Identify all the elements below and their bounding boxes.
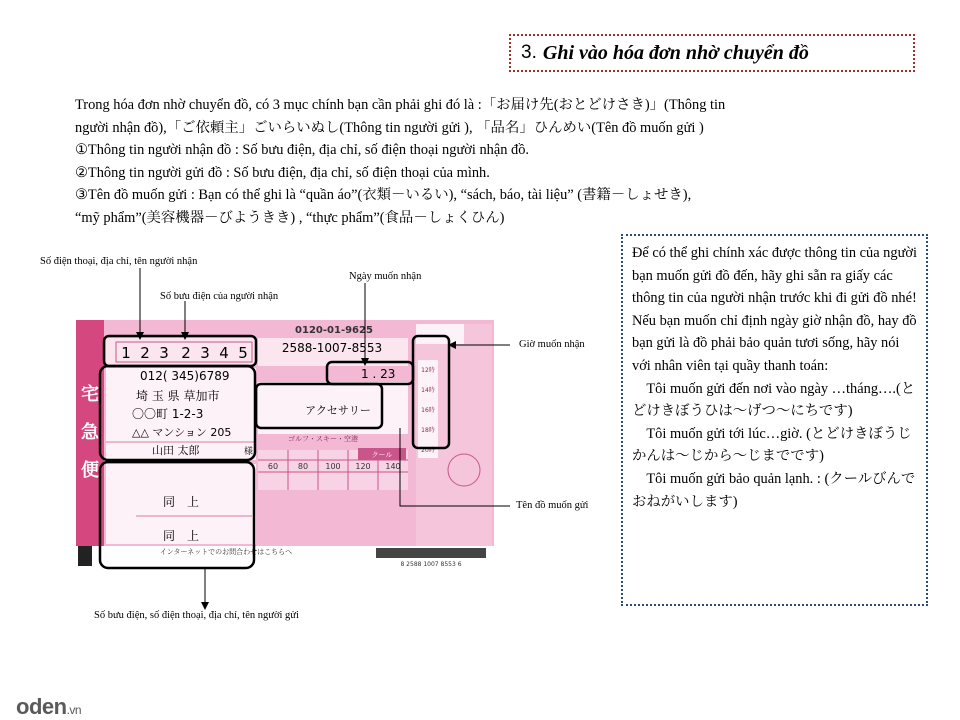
form-cool-label: クール: [371, 451, 393, 459]
form-time-slot: 18時: [421, 427, 435, 434]
logo-main: oden: [16, 694, 67, 719]
form-time-slot: 16時: [421, 407, 435, 414]
intro-line: “mỹ phẩm”(美容機器－びようきき) , “thực phẩm”(食品－しょくひん): [75, 209, 505, 226]
form-honorific: 様: [244, 447, 254, 457]
form-side-title-3: 便: [81, 460, 99, 481]
form-postal-digit: 3: [200, 344, 210, 362]
form-item-value: アクセサリー: [305, 404, 371, 417]
form-bottom-text: インターネットでのお問合わせはこちらへ: [159, 548, 293, 556]
svg-text:140: 140: [385, 462, 401, 471]
svg-text:100: 100: [325, 462, 341, 471]
form-receiver-addr3: △△ マンション 205: [132, 426, 232, 439]
svg-text:60: 60: [267, 462, 279, 471]
intro-line: người nhận đồ),「ご依頼主」ごいらいぬし(Thông tin người gửi ), 「品名」ひんめい(Tên đồ muốn gửi ): [75, 119, 704, 136]
form-time-slot: 14時: [421, 387, 435, 394]
svg-text:120: 120: [355, 462, 371, 471]
highlight-receiver-postal: [104, 336, 256, 366]
form-receiver-addr1: 埼 玉 県 草加市: [136, 389, 220, 403]
label-receiver-info: Số điện thoại, địa chỉ, tên người nhận: [40, 256, 198, 267]
form-postal-digit: 2: [140, 344, 150, 362]
intro-line: ③Tên đồ muốn gửi : Bạn có thể ghi là “quần áo”(衣類－いるい), “sách, báo, tài liệu” (書籍－しょせき),: [75, 187, 692, 204]
intro-line: ①Thông tin người nhận đồ : Số bưu điện, địa chỉ, số điện thoại người nhận đồ.: [75, 142, 530, 159]
tips-box: [621, 234, 928, 606]
form-receiver-name: 山田 太郎: [152, 444, 200, 457]
form-date-value: 1 . 23: [361, 367, 396, 381]
label-sender-info: Số bưu điện, số điện thoại, địa chỉ, tên người gửi: [94, 610, 299, 621]
form-sender-line1: 同 上: [162, 495, 200, 509]
form-receiver-addr2: 〇〇町 1-2-3: [132, 407, 204, 421]
form-time-slot: 20時: [421, 447, 435, 454]
form-phone-header: 0120-01-9625: [295, 325, 373, 336]
section-title-text: Ghi vào hóa đơn nhờ chuyển đồ: [542, 41, 809, 64]
oden-logo: [16, 694, 81, 720]
highlight-sender-info: [100, 462, 254, 568]
logo-suffix: .vn: [66, 703, 82, 717]
form-postal-digit: 2: [181, 344, 191, 362]
highlight-time: [413, 336, 449, 448]
form-postal-digit: 4: [219, 344, 229, 362]
highlight-item: [256, 384, 382, 428]
tips-paragraph: Tôi muốn gửi bảo quản lạnh. : (クールびんでおねがいします): [632, 470, 916, 510]
form-receiver-phone: 012( 345)6789: [140, 369, 230, 383]
tips-paragraph: Tôi muốn gửi đến nơi vào ngày …tháng….(とどけきぼうひは～げつ～にちです): [632, 380, 916, 420]
svg-text:80: 80: [297, 462, 309, 471]
form-sender-line2: 同 上: [162, 529, 200, 543]
highlight-receiver-info: [100, 366, 255, 460]
label-desired-date: Ngày muốn nhận: [349, 271, 422, 282]
form-side-title-1: 宅: [81, 384, 99, 405]
form-postal-digit: 5: [238, 344, 248, 362]
form-time-slot: 12時: [421, 367, 435, 374]
section-number: 3.: [521, 42, 537, 63]
form-tracking-number: 2588-1007-8553: [281, 341, 383, 355]
label-item-name: Tên đồ muốn gửi: [516, 500, 589, 511]
form-postal-digit: 1: [121, 344, 131, 362]
form-postal-digit: 3: [159, 344, 169, 362]
svg-text:ゴルフ・スキー・空港: ゴルフ・スキー・空港: [288, 435, 358, 443]
highlight-date: [327, 362, 413, 384]
intro-line: ②Thông tin người gửi đồ : Số bưu điện, địa chỉ, số điện thoại của mình.: [75, 164, 490, 181]
tips-paragraph: Tôi muốn gửi tới lúc…giờ. (とどけきぼうじかんは～じから～じまでです): [632, 425, 912, 465]
form-side-title-2: 急: [81, 422, 99, 443]
tips-paragraph: Để có thể ghi chính xác được thông tin của người bạn muốn gửi đồ đến, hãy ghi sẵn ra giấy các thông tin của người nhận trước khi đi gửi đồ nhé! Nếu bạn muốn chỉ định ngày giờ nhận đồ, hay đồ bạn gửi là đồ phải bảo quản tươi sống, hãy nói với nhân viên tại quầy thanh toán:: [632, 245, 917, 374]
label-desired-time: Giờ muốn nhận: [519, 339, 585, 350]
label-receiver-postal: Số bưu điện của người nhận: [160, 291, 279, 302]
intro-line: Trong hóa đơn nhờ chuyển đồ, có 3 mục chính bạn cần phải ghi đó là :「お届け先(おとどけさき)」(Thông tin: [75, 97, 726, 113]
form-barcode-number: 8 2588 1007 8553 6: [400, 561, 462, 568]
